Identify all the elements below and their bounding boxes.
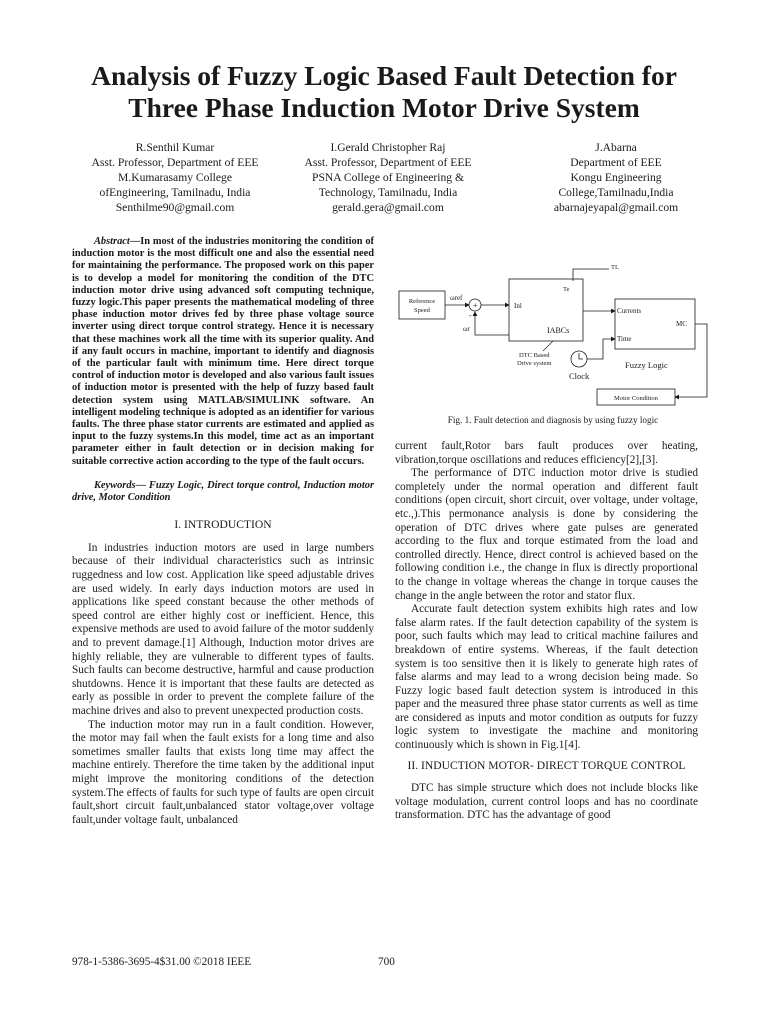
plus-sign: + — [473, 301, 478, 310]
author-affiliation: Asst. Professor, Department of EEE — [304, 156, 472, 169]
dtc-pointer-line — [543, 341, 553, 351]
mc-output-line — [675, 324, 707, 397]
right-column — [395, 440, 698, 823]
dtc-label: Drive system — [517, 360, 552, 367]
paragraph: The induction motor may run in a fault condition. However, the motor may fail when the fault exists for a long time and also sometimes smaller faults that exists long time may affect the machine entirely. Therefore the time taken by the additional input might improve the monitoring conditions of the detection system.The effects of faults for such type of faults are open circuit fault,short circuit fault,unbalanced stator voltage,over voltage fault,under voltage fault, unbalanced — [72, 718, 374, 826]
reference-speed-label: Reference — [408, 298, 436, 305]
author-name: R.Senthil Kumar — [135, 141, 215, 154]
inl-label: Inl — [514, 302, 522, 310]
paragraph: current fault,Rotor bars fault produces over heating, vibration,torque oscillations and reduces efficiency[2],[3]. — [395, 440, 698, 466]
title-line-2: Three Phase Induction Motor Drive System — [128, 92, 640, 123]
author-email: Senthilme90@gmail.com — [115, 201, 235, 214]
author-block-2 — [272, 140, 504, 215]
author-affiliation: Kongu Engineering — [570, 171, 662, 184]
clock-hands — [579, 353, 583, 359]
iabcs-label: IABCs — [547, 326, 570, 335]
paper-title — [40, 60, 728, 124]
currents-label: Currents — [617, 307, 642, 315]
page-number: 700 — [378, 956, 395, 968]
author-name: I.Gerald Christopher Raj — [330, 141, 446, 154]
author-affiliation: ofEngineering, Tamilnadu, India — [99, 186, 251, 199]
author-affiliation: Technology, Tamilnadu, India — [318, 186, 458, 199]
title-line-1: Analysis of Fuzzy Logic Based Fault Detection for — [91, 60, 677, 91]
author-email: gerald.gera@gmail.com — [332, 201, 444, 214]
reference-speed-block — [399, 291, 445, 319]
time-line — [587, 339, 615, 359]
minus-sign: - — [469, 311, 472, 320]
author-affiliation: College,Tamilnadu,India — [558, 186, 674, 199]
keywords: Keywords— Fuzzy Logic, Direct torque control, Induction motor drive, Motor Condition — [72, 479, 374, 504]
author-block-3 — [500, 140, 732, 215]
figure-caption: Fig. 1. Fault detection and diagnosis by using fuzzy logic — [447, 415, 659, 425]
author-affiliation: Asst. Professor, Department of EEE — [91, 156, 259, 169]
author-block-1 — [60, 140, 290, 215]
tl-label: TL — [611, 264, 619, 271]
abstract — [72, 236, 374, 468]
omega-r-label: ωr — [463, 325, 470, 333]
author-affiliation: PSNA College of Engineering & — [312, 171, 464, 184]
author-affiliation: M.Kumarasamy College — [118, 171, 232, 184]
left-column — [72, 236, 374, 827]
time-label: Time — [617, 335, 632, 343]
block-diagram-svg — [393, 255, 713, 415]
speed-feedback-line — [475, 312, 509, 335]
paragraph: In industries induction motors are used in large numbers because of their individual characteristics such as intrinsic ruggedness and low cost. Application like speed adjustable drives are used widely. In early days induction motors are used in applications like speed constant because the other methods of speed control are either highly cost or inefficient. Hence, this expensive methods are used to avoid failure of the motor suddenly and to prevent damage.[1] Although, Induction motor drives are highly reliable, they are vulnerable to different types of faults. Such faults can become destructive, harmful and cause production shutdowns. Hence it is important that these faults are detected as early as possible in order to prevent the complete failure of the machine drives and also to prevent unexpected production costs. — [72, 541, 374, 717]
footer-isbn: 978-1-5386-3695-4$31.00 ©2018 IEEE — [72, 956, 252, 968]
section-heading-dtc: II. INDUCTION MOTOR- DIRECT TORQUE CONTROL — [407, 758, 686, 772]
abstract-label: Abstract — [94, 236, 130, 247]
abstract-text: —In most of the industries monitoring the condition of induction motor is the most difficult one and also the essential need for maintaining the performance. The proposed work on this paper is to develop a model for monitoring the condition of the DTC induction motor drive using advanced soft computing technique, fuzzy logic.This paper presents the mathematical modeling of three phase induction motor drives fed by three phase voltage source inverter using direct torque control strategy. Hence it is necessary that these machines work all the time with its superior quality. And if any fault occurs in machine, important to identify and diagnosis of the particular fault with minimum time. Here direct torque control of induction motor is developed and also various fault issues of induction motor is presented with the help of fuzzy based fault detection system using MATLAB/SIMULINK software. An intelligent modeling technique is adopted as an identifier for various faults. The three phase stator currents are estimated and applied as input to the fuzzy systems.In this model, time act as an important parameter either in fault detection or in decision making for suitable corrective action according to the type of the fault occurs. — [72, 236, 374, 467]
fuzzy-logic-label: Fuzzy Logic — [625, 360, 668, 370]
author-affiliation: Department of EEE — [570, 156, 662, 169]
clock-label: Clock — [569, 371, 590, 381]
paragraph: The performance of DTC induction motor drive is studied completely under the normal operation and different fault conditions (open circuit, short circuit, over voltage, under voltage, etc.,).This permonance analysis is done by considering the operation of DTC drives where gate pulses are generated according to the flux and torque estimated from the load and controlled directly. Hence, direct control is achieved based on the following condition i.e., the change in flux is directly proportional to the change in voltage whereas the change in torque causes the change in the angle between the rotor and stator flux. — [395, 467, 698, 602]
reference-speed-label: Speed — [414, 307, 430, 314]
author-email: abarnajeyapal@gmail.com — [553, 201, 679, 214]
omega-ref-label: ωref — [450, 294, 463, 302]
te-label: Te — [563, 286, 570, 293]
figure-1-block-diagram — [393, 255, 713, 415]
paragraph: DTC has simple structure which does not include blocks like voltage modulation, current control loops and has no coordinate transformation. DTC has the advantage of good — [395, 782, 698, 822]
author-name: J.Abarna — [595, 141, 637, 154]
dtc-drive-block — [509, 279, 583, 341]
motor-condition-label: Motor Condition — [614, 395, 658, 402]
dtc-label: DTC Based — [519, 352, 550, 359]
section-heading-introduction: I. INTRODUCTION — [174, 518, 272, 532]
mc-label: MC — [676, 320, 687, 328]
paragraph: Accurate fault detection system exhibits high rates and low false alarm rates. If the fault detection capability of the system is poor, such faults which may lead to critical machine failures and breakdown of entire systems. Whereas, if the fault detection system is too sensitive then it is likely to generate high rates of false alarms and may lead to a wrong decision being made. So Fuzzy logic based fault detection system is introduced in this paper and the measured three phase stator currents as well as time are considered as inputs and motor condition as outputs for fuzzy logic system to investigate the machine and monitoring continuously which is shown in Fig.1[4]. — [395, 603, 698, 752]
